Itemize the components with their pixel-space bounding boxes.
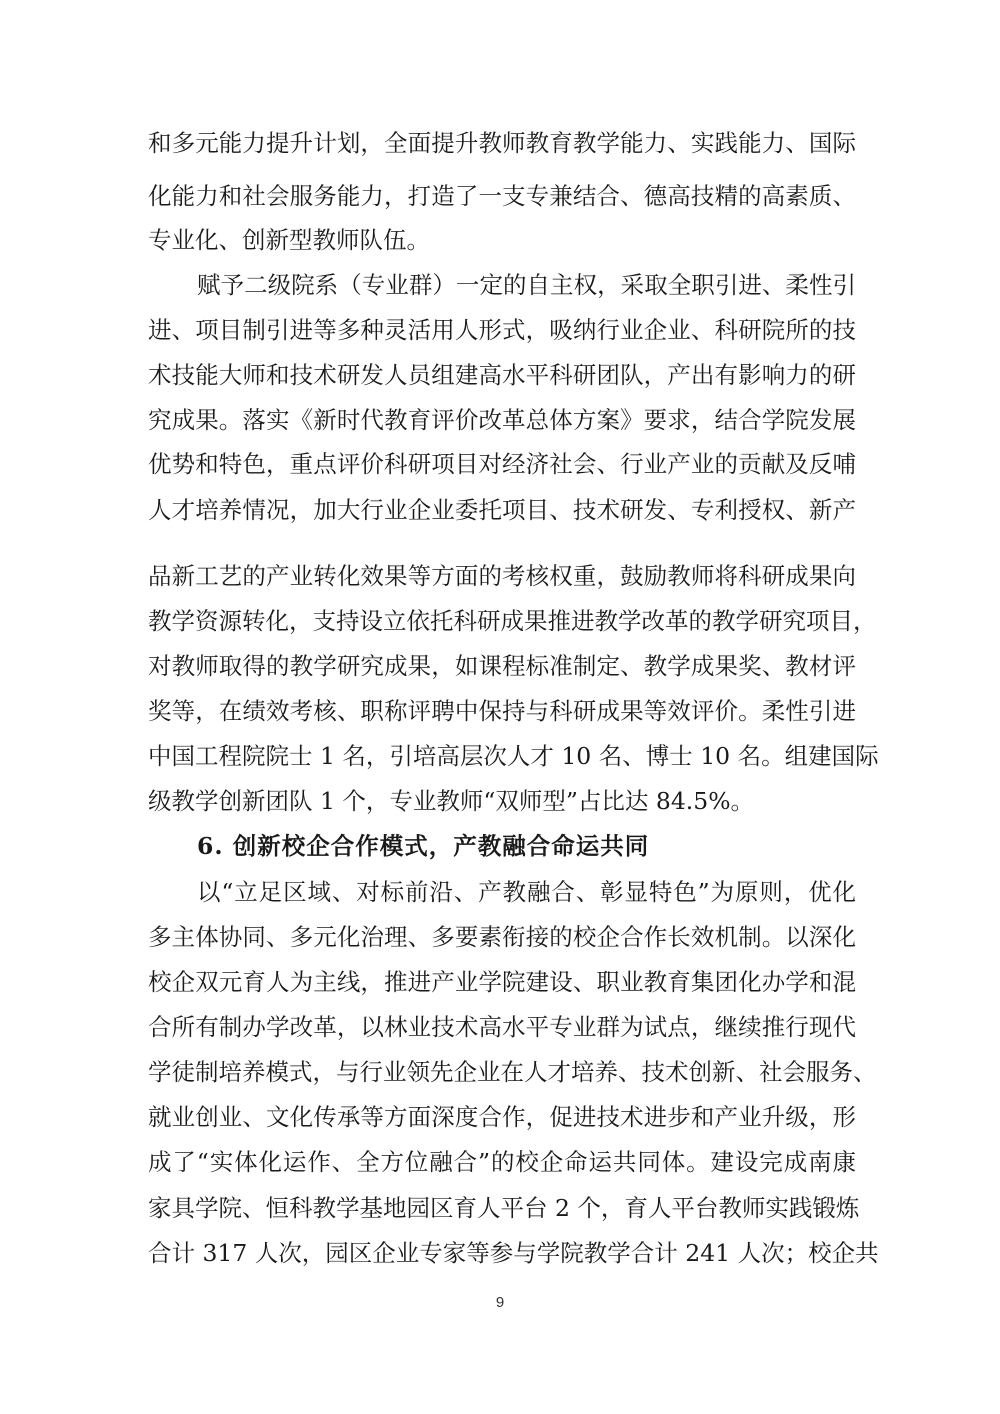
paragraph-2-line-5: 优势和特色，重点评价科研项目对经济社会、行业产业的贡献及反哺 xyxy=(148,450,856,478)
paragraph-1-line-3: 专业化、创新型教师队伍。 xyxy=(148,226,430,254)
paragraph-2-line-2: 进、项目制引进等多种灵活用人形式，吸纳行业企业、科研院所的技 xyxy=(148,316,856,344)
paragraph-3-line-9: 合计 317 人次，园区企业专家等参与学院教学合计 241 人次；校企共 xyxy=(148,1239,879,1267)
section-heading: 6. 创新校企合作模式，产教融合命运共同 xyxy=(197,832,650,860)
paragraph-2-line-1: 赋予二级院系（专业群）一定的自主权，采取全职引进、柔性引 xyxy=(197,271,856,299)
paragraph-2-line-4: 究成果。落实《新时代教育评价改革总体方案》要求，结合学院发展 xyxy=(148,406,856,434)
paragraph-3-line-8: 家具学院、恒科教学基地园区育人平台 2 个，育人平台教师实践锻炼 xyxy=(148,1194,860,1222)
paragraph-2-line-8: 教学资源转化，支持设立依托科研成果推进教学改革的教学研究项目， xyxy=(148,607,877,635)
paragraph-3-line-1: 以“立足区域、对标前沿、产教融合、彰显特色”为原则，优化 xyxy=(197,878,856,906)
paragraph-2-line-11: 中国工程院院士 1 名，引培高层次人才 10 名、博士 10 名。组建国际 xyxy=(148,742,879,770)
paragraph-3-line-2: 多主体协同、多元化治理、多要素衔接的校企合作长效机制。以深化 xyxy=(148,923,856,951)
page-number: 9 xyxy=(495,1294,505,1311)
paragraph-3-line-7: 成了“实体化运作、全方位融合”的校企命运共同体。建设完成南康 xyxy=(148,1148,856,1176)
paragraph-3-line-4: 合所有制办学改革，以林业技术高水平专业群为试点，继续推行现代 xyxy=(148,1013,856,1041)
paragraph-1-line-2: 化能力和社会服务能力，打造了一支专兼结合、德高技精的高素质、 xyxy=(148,182,856,210)
paragraph-2-line-7: 品新工艺的产业转化效果等方面的考核权重，鼓励教师将科研成果向 xyxy=(148,562,856,590)
paragraph-3-line-3: 校企双元育人为主线，推进产业学院建设、职业教育集团化办学和混 xyxy=(148,968,856,996)
paragraph-2-line-10: 奖等，在绩效考核、职称评聘中保持与科研成果等效评价。柔性引进 xyxy=(148,697,856,725)
paragraph-1-line-1: 和多元能力提升计划，全面提升教师教育教学能力、实践能力、国际 xyxy=(148,129,856,157)
paragraph-2-line-6: 人才培养情况，加大行业企业委托项目、技术研发、专利授权、新产 xyxy=(148,496,856,524)
paragraph-2-line-12: 级教学创新团队 1 个，专业教师“双师型”占比达 84.5%。 xyxy=(148,787,755,815)
paragraph-2-line-9: 对教师取得的教学研究成果，如课程标准制定、教学成果奖、教材评 xyxy=(148,652,856,680)
paragraph-3-line-5: 学徒制培养模式，与行业领先企业在人才培养、技术创新、社会服务、 xyxy=(148,1058,877,1086)
paragraph-2-line-3: 术技能大师和技术研发人员组建高水平科研团队，产出有影响力的研 xyxy=(148,361,856,389)
paragraph-3-line-6: 就业创业、文化传承等方面深度合作，促进技术进步和产业升级，形 xyxy=(148,1103,856,1131)
